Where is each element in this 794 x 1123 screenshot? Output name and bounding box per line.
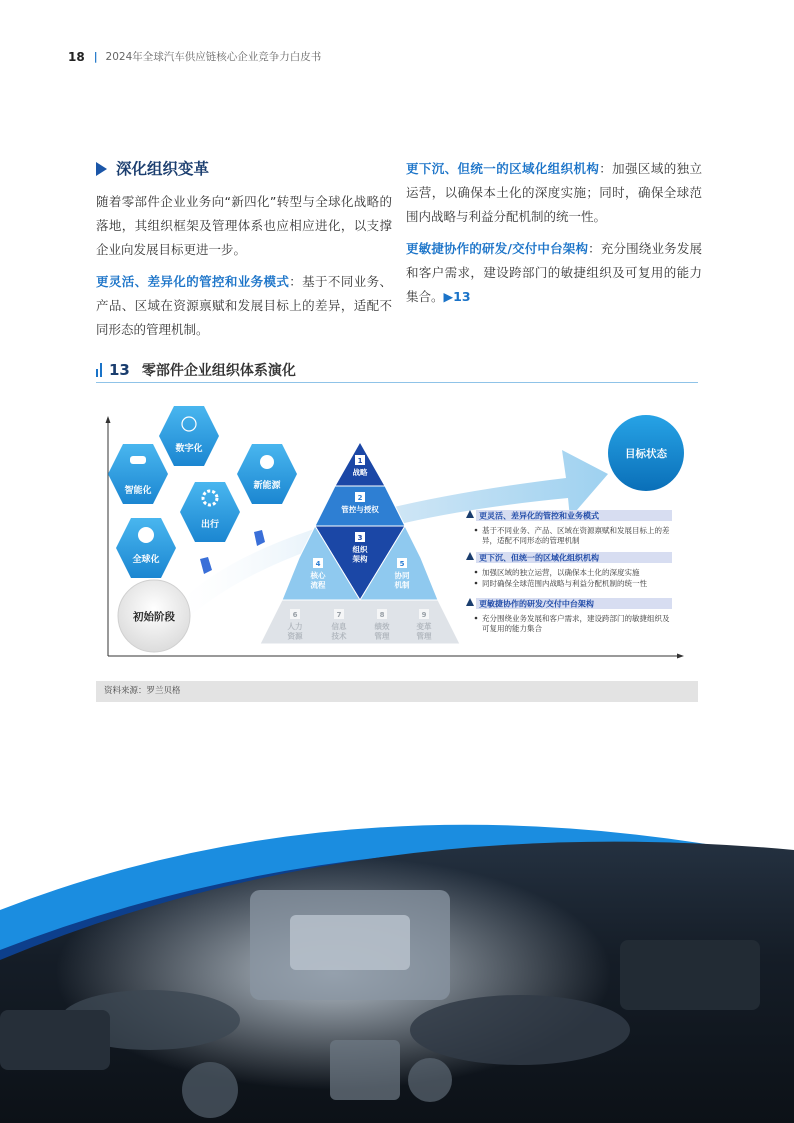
point-body: ：基于不同业务、产品、区域在资源禀赋和发展目标上的差异，适配不同形态的管理机制。 [96, 274, 392, 337]
hexagon-label: 全球化 [132, 555, 160, 565]
badge-number: 4 [315, 560, 321, 568]
triangle-bullet-icon [96, 162, 107, 176]
org-evolution-diagram [96, 404, 698, 674]
hexagon-label: 出行 [200, 520, 220, 530]
callout-item: 基于不同业务、产品、区域在资源禀赋和发展目标上的差异，适配不同形态的管理机制 [482, 526, 670, 545]
pyramid-label: 核心流程 [310, 571, 326, 590]
hexagon-mobility [180, 482, 240, 542]
point-lead: 更灵活、差异化的管控和业务模式 [96, 274, 290, 289]
page-number: 18 [68, 49, 85, 64]
star-hand-icon [466, 552, 474, 560]
star-hand-icon [466, 510, 474, 518]
source-note: 资料来源：罗兰贝格 [96, 681, 698, 702]
badge-number: 7 [336, 611, 342, 619]
hexagon-label: 智能化 [124, 486, 152, 496]
pyramid-label: 管控与授权 [341, 505, 379, 514]
target-state [608, 415, 684, 491]
figure-reference-link[interactable]: ▶13 [443, 289, 471, 304]
badge-number: 6 [292, 611, 298, 619]
pyramid-label: 变革管理 [416, 622, 432, 641]
bullet-dot [475, 571, 478, 574]
callout-title: 更敏捷协作的研发/交付中台架构 [479, 599, 594, 609]
right-column [406, 157, 702, 317]
bullet-dot [475, 582, 478, 585]
badge-number: 1 [357, 457, 363, 465]
hexagon-digital [159, 406, 219, 466]
point-body: ：加强区域的独立运营，以确保本土化的深度实施；同时，确保全球范围内战略与利益分配机制的统一性。 [406, 161, 702, 224]
intro-paragraph: 随着零部件企业业务向“新四化”转型与全球化战略的落地，其组织框架及管理体系也应相应进化，以支撑企业向发展目标更进一步。 [96, 194, 392, 257]
bullet-dot [475, 529, 478, 532]
figure-title-bar [96, 357, 698, 383]
badge-number: 8 [379, 611, 385, 619]
figure-number: 13 [109, 360, 130, 379]
bullet-dot [475, 617, 478, 620]
point-lead: 更敏捷协作的研发/交付中台架构 [406, 241, 589, 256]
hexagon-new-energy [237, 444, 297, 504]
car-icon [130, 456, 146, 464]
callout-list [466, 510, 672, 633]
point-paragraph [96, 270, 392, 342]
hexagon-label: 新能源 [253, 481, 281, 491]
badge-number: 3 [357, 534, 363, 542]
point-lead: 更下沉、但统一的区域化组织机构 [406, 161, 600, 176]
document-title: 2024年全球汽车供应链核心企业竞争力白皮书 [105, 51, 322, 63]
hexagon-globalization [116, 518, 176, 578]
pyramid-label: 人力资源 [287, 622, 303, 641]
callout-title: 更灵活、差异化的管控和业务模式 [479, 511, 599, 521]
badge-number: 2 [357, 494, 363, 502]
pyramid-label: 信息技术 [331, 622, 347, 641]
callout-title: 更下沉、但统一的区域化组织机构 [479, 553, 599, 563]
left-column [96, 156, 392, 350]
globe-icon [138, 527, 154, 543]
callout-item: 同时确保全球范围内战略与利益分配机制的统一性 [482, 579, 647, 588]
page-header [68, 49, 321, 64]
section-heading [96, 156, 392, 182]
badge-number: 5 [399, 560, 405, 568]
pyramid-label: 战略 [352, 468, 368, 477]
bars-icon [96, 363, 104, 377]
start-stage [118, 580, 190, 652]
hexagon-label: 数字化 [175, 444, 203, 454]
point-paragraph [406, 237, 702, 309]
pyramid-label: 绩效管理 [374, 622, 390, 641]
point-paragraph [406, 157, 702, 229]
section-title: 深化组织变革 [116, 160, 210, 178]
target-state-label: 目标状态 [625, 448, 667, 460]
pyramid-label: 组织架构 [352, 545, 368, 564]
callout-item: 加强区域的独立运营，以确保本土化的深度实施 [482, 568, 640, 577]
header-separator: | [93, 50, 98, 63]
star-hand-icon [466, 598, 474, 606]
point-body: ：充分围绕业务发展和客户需求，建设跨部门的敏捷组织及可复用的能力集合。 [406, 241, 702, 304]
pyramid-label: 协同机制 [394, 571, 410, 590]
start-stage-label: 初始阶段 [133, 611, 175, 623]
hexagon-intelligent [108, 444, 168, 504]
figure-title: 零部件企业组织体系演化 [141, 362, 296, 379]
globe-leaf-icon [260, 455, 274, 469]
callout-item: 充分围绕业务发展和客户需求，建设跨部门的敏捷组织及可复用的能力集合 [482, 614, 670, 633]
badge-number: 9 [421, 611, 427, 619]
engine-photo [0, 790, 794, 1123]
